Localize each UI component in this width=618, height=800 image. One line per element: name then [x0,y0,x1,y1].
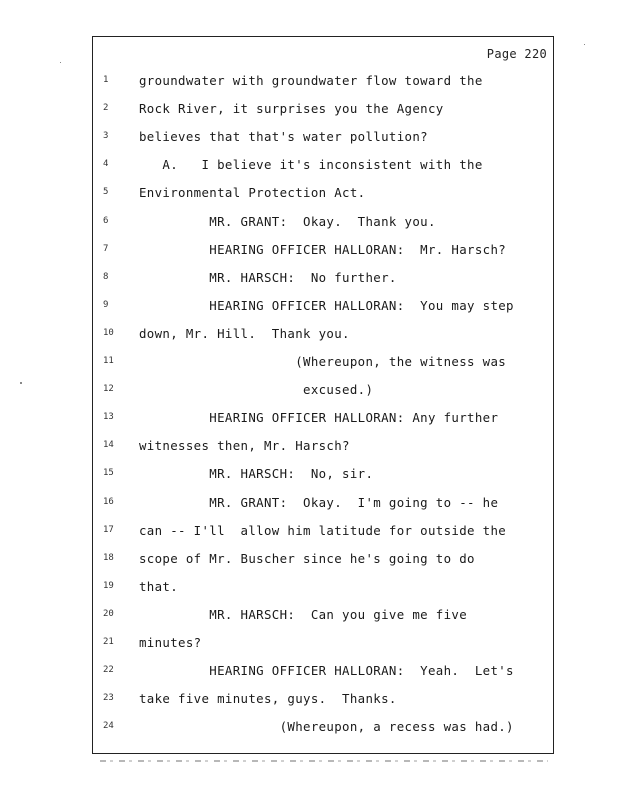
line-text: that. [139,578,179,594]
line-number: 22 [103,665,114,676]
transcript-line [93,270,553,290]
transcript-line [93,298,553,318]
line-text: MR. GRANT: Okay. I'm going to -- he [139,494,499,510]
scan-speck [60,62,61,63]
transcript-line [93,719,553,739]
line-number: 23 [103,693,114,704]
transcript-line [93,551,553,571]
line-text: minutes? [139,635,202,650]
transcript-line [93,157,553,177]
line-number: 10 [103,327,114,338]
transcript-line [93,214,553,234]
line-number: 2 [103,103,109,114]
line-text: believes that that's water pollution? [139,129,428,145]
line-text: HEARING OFFICER HALLORAN: Yeah. Let's [139,663,514,679]
line-text: MR. HARSCH: Can you give me five [139,606,468,622]
line-number: 12 [103,384,114,395]
line-number: 18 [103,552,114,563]
transcript-line [93,523,553,543]
line-text: HEARING OFFICER HALLORAN: Any further [139,410,499,426]
line-number: 9 [103,299,109,310]
line-text: MR. GRANT: Okay. Thank you. [139,213,436,229]
line-number: 19 [103,580,114,591]
transcript-line [93,579,553,599]
transcript-line [93,438,553,458]
transcript-line [93,691,553,711]
transcript-line [93,185,553,205]
line-text: down, Mr. Hill. Thank you. [139,325,350,341]
page-number-label: Page 220 [486,47,547,61]
line-text: can -- I'll allow him latitude for outside the [139,522,507,538]
transcript-line [93,466,553,486]
line-number: 6 [103,215,109,226]
line-number: 3 [103,131,109,142]
line-text: Environmental Protection Act. [139,185,366,201]
line-text: MR. HARSCH: No, sir. [139,466,374,482]
line-text: excused.) [139,382,374,398]
line-text: HEARING OFFICER HALLORAN: You may step [139,297,514,313]
line-number: 1 [103,75,109,85]
line-text: MR. HARSCH: No further. [139,269,397,285]
transcript-line [93,326,553,346]
transcript-line [93,101,553,121]
line-number: 7 [103,243,109,254]
line-text: scope of Mr. Buscher since he's going to do [139,550,475,566]
transcript-line [93,495,553,515]
line-text: witnesses then, Mr. Harsch? [139,438,350,454]
line-text: take five minutes, guys. Thanks. [139,691,397,707]
line-number: 20 [103,608,114,619]
line-number: 16 [103,496,114,507]
line-number: 11 [103,356,114,366]
line-number: 5 [103,187,109,198]
line-number: 14 [103,440,114,451]
line-text: (Whereupon, a recess was had.) [139,719,514,735]
line-number: 4 [103,159,109,170]
transcript-line [93,410,553,430]
transcript-line [93,663,553,683]
line-number: 8 [103,271,109,282]
line-number: 13 [103,412,114,423]
line-text: Rock River, it surprises you the Agency [139,101,444,117]
transcript-line [93,635,553,655]
transcript-line [93,607,553,627]
transcript-line [93,382,553,402]
line-text: A. I believe it's inconsistent with the [139,157,483,173]
line-text: (Whereupon, the witness was [139,354,507,369]
line-number: 15 [103,468,114,479]
transcript-line [93,129,553,149]
line-number: 24 [103,721,114,732]
transcript-line [93,354,553,374]
line-number: 17 [103,524,114,535]
line-text: HEARING OFFICER HALLORAN: Mr. Harsch? [139,241,507,257]
transcript-line [93,242,553,262]
transcript-line [93,73,553,93]
scan-noise-line [100,760,548,762]
line-number: 21 [103,637,114,647]
line-text: groundwater with groundwater flow toward the [139,73,483,88]
transcript-page [92,36,554,754]
scan-speck [584,44,585,45]
scan-speck [20,382,22,384]
